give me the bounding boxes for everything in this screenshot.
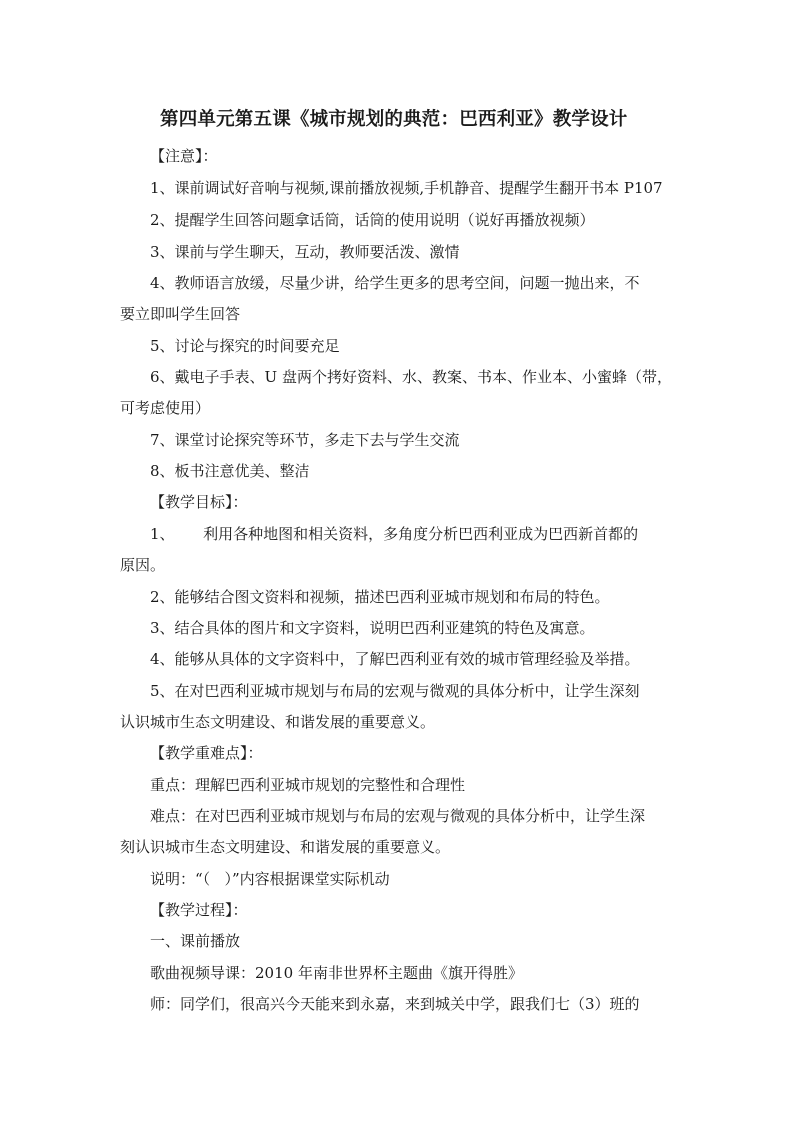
keypoint-item: 重点：理解巴西利亚城市规划的完整性和合理性	[150, 776, 466, 794]
goals-heading: 【教学目标】：	[150, 493, 248, 511]
document-title: 第四单元第五课《城市规划的典范：巴西利亚》教学设计	[160, 109, 628, 130]
process-item: 歌曲视频导课：2010 年南非世界杯主题曲《旗开得胜》	[150, 964, 523, 982]
keypoint-item-continued: 刻认识城市生态文明建设、和谐发展的重要意义。	[120, 838, 451, 856]
process-item: 一、课前播放	[150, 932, 241, 950]
goal-item: 3、结合具体的图片和文字资料，说明巴西利亚建筑的特色及寓意。	[150, 619, 595, 637]
notice-item-continued: 要立即叫学生回答	[120, 305, 241, 323]
notice-item: 1、课前调试好音响与视频,课前播放视频,手机静音、提醒学生翻开书本 P107	[150, 179, 663, 197]
notice-item: 3、课前与学生聊天，互动，教师要活泼、激情	[150, 243, 460, 261]
notice-heading: 【注意】：	[150, 147, 218, 165]
goal-item-continued: 认识城市生态文明建设、和谐发展的重要意义。	[120, 713, 436, 731]
process-heading: 【教学过程】：	[150, 901, 248, 919]
goal-item: 2、能够结合图文资料和视频，描述巴西利亚城市规划和布局的特色。	[150, 588, 610, 606]
notice-item: 2、提醒学生回答问题拿话筒，话筒的使用说明（说好再播放视频）	[150, 211, 595, 229]
keypoint-note: 说明：“（ ）”内容根据课堂实际机动	[150, 870, 390, 888]
notice-item: 8、板书注意优美、整洁	[150, 462, 310, 480]
keypoints-heading: 【教学重难点】：	[150, 744, 263, 762]
goal-item: 1、 利用各种地图和相关资料，多角度分析巴西利亚成为巴西新首都的	[150, 525, 639, 543]
goal-item: 4、能够从具体的文字资料中，了解巴西利亚有效的城市管理经验及举措。	[150, 650, 640, 668]
process-item: 师：同学们，很高兴今天能来到永嘉，来到城关中学，跟我们七（3）班的	[150, 995, 640, 1013]
goal-item-continued: 原因。	[120, 556, 166, 574]
notice-item-continued: 可考虑使用）	[120, 399, 211, 417]
goal-item: 5、在对巴西利亚城市规划与布局的宏观与微观的具体分析中，让学生深刻	[150, 682, 640, 700]
keypoint-item: 难点：在对巴西利亚城市规划与布局的宏观与微观的具体分析中，让学生深	[150, 807, 646, 825]
notice-item: 5、讨论与探究的时间要充足	[150, 337, 340, 355]
notice-item: 7、课堂讨论探究等环节，多走下去与学生交流	[150, 431, 460, 449]
notice-item: 6、戴电子手表、U 盘两个拷好资料、水、教案、书本、作业本、小蜜蜂（带，	[150, 368, 672, 386]
notice-item: 4、教师语言放缓，尽量少讲，给学生更多的思考空间，问题一抛出来，不	[150, 274, 640, 292]
